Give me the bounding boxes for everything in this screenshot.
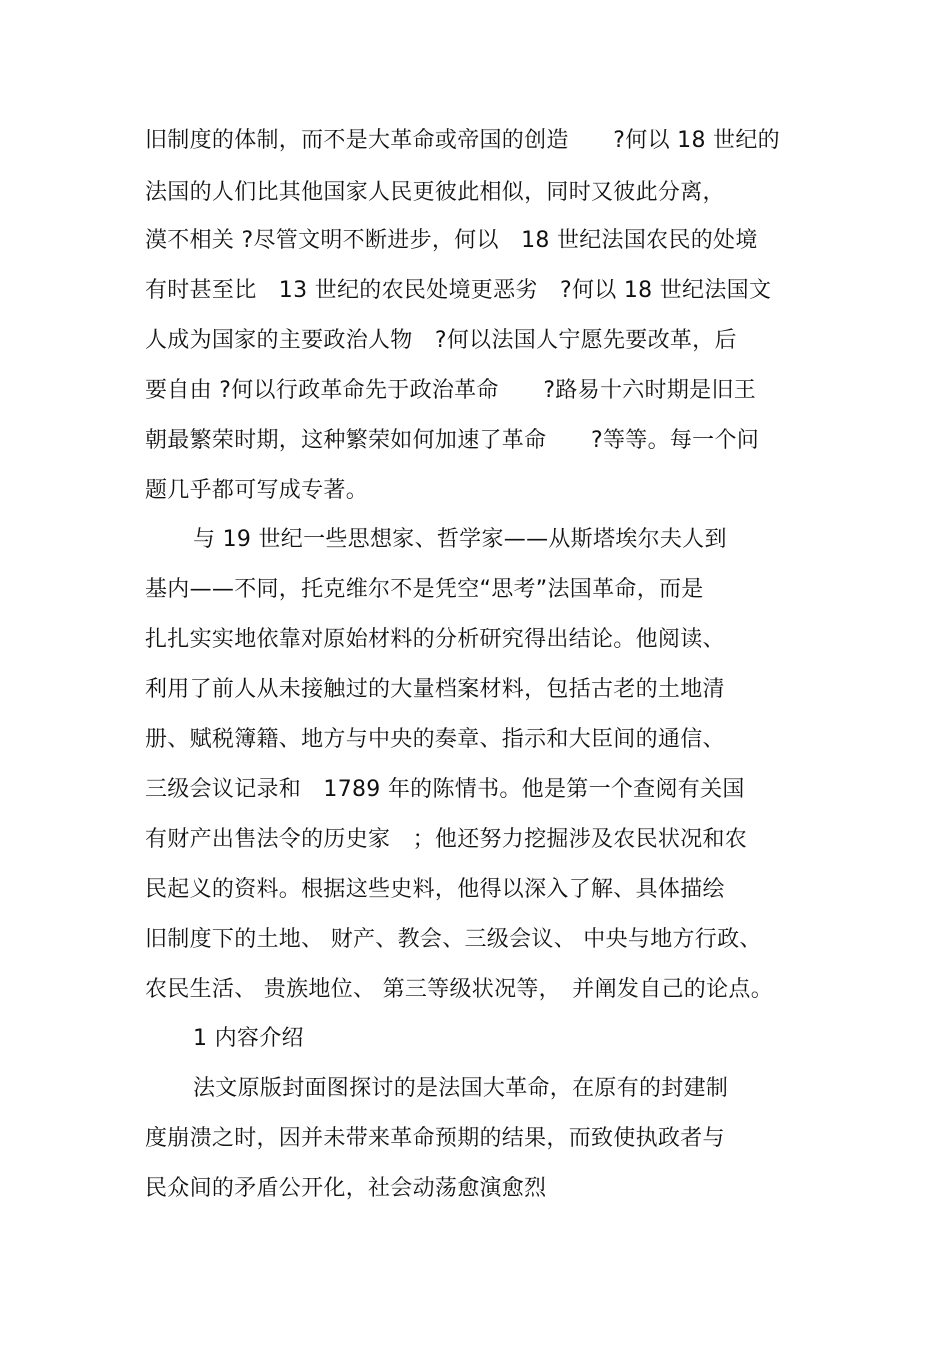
text-line: 人成为国家的主要政治人物 ?何以法国人宁愿先要改革，后 [145, 328, 737, 353]
text-line: 旧制度下的土地、 财产、教会、三级会议、 中央与地方行政、 [145, 927, 762, 952]
text-line: 法国的人们比其他国家人民更彼此相似，同时又彼此分离， [145, 180, 725, 205]
section-heading: 1 内容介绍 [193, 1026, 304, 1051]
text-line: 漠不相关 ?尽管文明不断进步，何以 18 世纪法国农民的处境 [145, 228, 758, 253]
text-line: 农民生活、 贵族地位、 第三等级状况等， 并阐发自己的论点。 [145, 977, 773, 1002]
text-line: 题几乎都可写成专著。 [145, 478, 369, 503]
text-line: 利用了前人从未接触过的大量档案材料，包括古老的土地清 [145, 677, 725, 702]
text-line: 基内——不同，托克维尔不是凭空“思考”法国革命，而是 [145, 577, 704, 602]
text-line: 有时甚至比 13 世纪的农民处境更恶劣 ?何以 18 世纪法国文 [145, 278, 772, 303]
text-line: 三级会议记录和 1789 年的陈情书。他是第一个查阅有关国 [145, 777, 745, 802]
paragraph-first-line: 法文原版封面图探讨的是法国大革命，在原有的封建制 [193, 1076, 729, 1101]
text-line: 有财产出售法令的历史家 ；他还努力挖掘涉及农民状况和农 [145, 827, 748, 852]
text-line: 民众间的矛盾公开化，社会动荡愈演愈烈 [145, 1176, 547, 1201]
text-line: 扎扎实实地依靠对原始材料的分析研究得出结论。他阅读、 [145, 627, 725, 652]
text-line: 册、赋税簿籍、地方与中央的奏章、指示和大臣间的通信、 [145, 727, 725, 752]
paragraph-first-line: 与 19 世纪一些思想家、哲学家——从斯塔埃尔夫人到 [193, 527, 727, 552]
text-line: 朝最繁荣时期，这种繁荣如何加速了革命 ?等等。每一个问 [145, 428, 760, 453]
text-line: 要自由 ?何以行政革命先于政治革命 ?路易十六时期是旧王 [145, 378, 757, 403]
text-line: 旧制度的体制，而不是大革命或帝国的创造 ?何以 18 世纪的 [145, 128, 780, 153]
text-line: 民起义的资料。根据这些史料，他得以深入了解、具体描绘 [145, 877, 725, 902]
text-line: 度崩溃之时，因并未带来革命预期的结果，而致使执政者与 [145, 1126, 725, 1151]
